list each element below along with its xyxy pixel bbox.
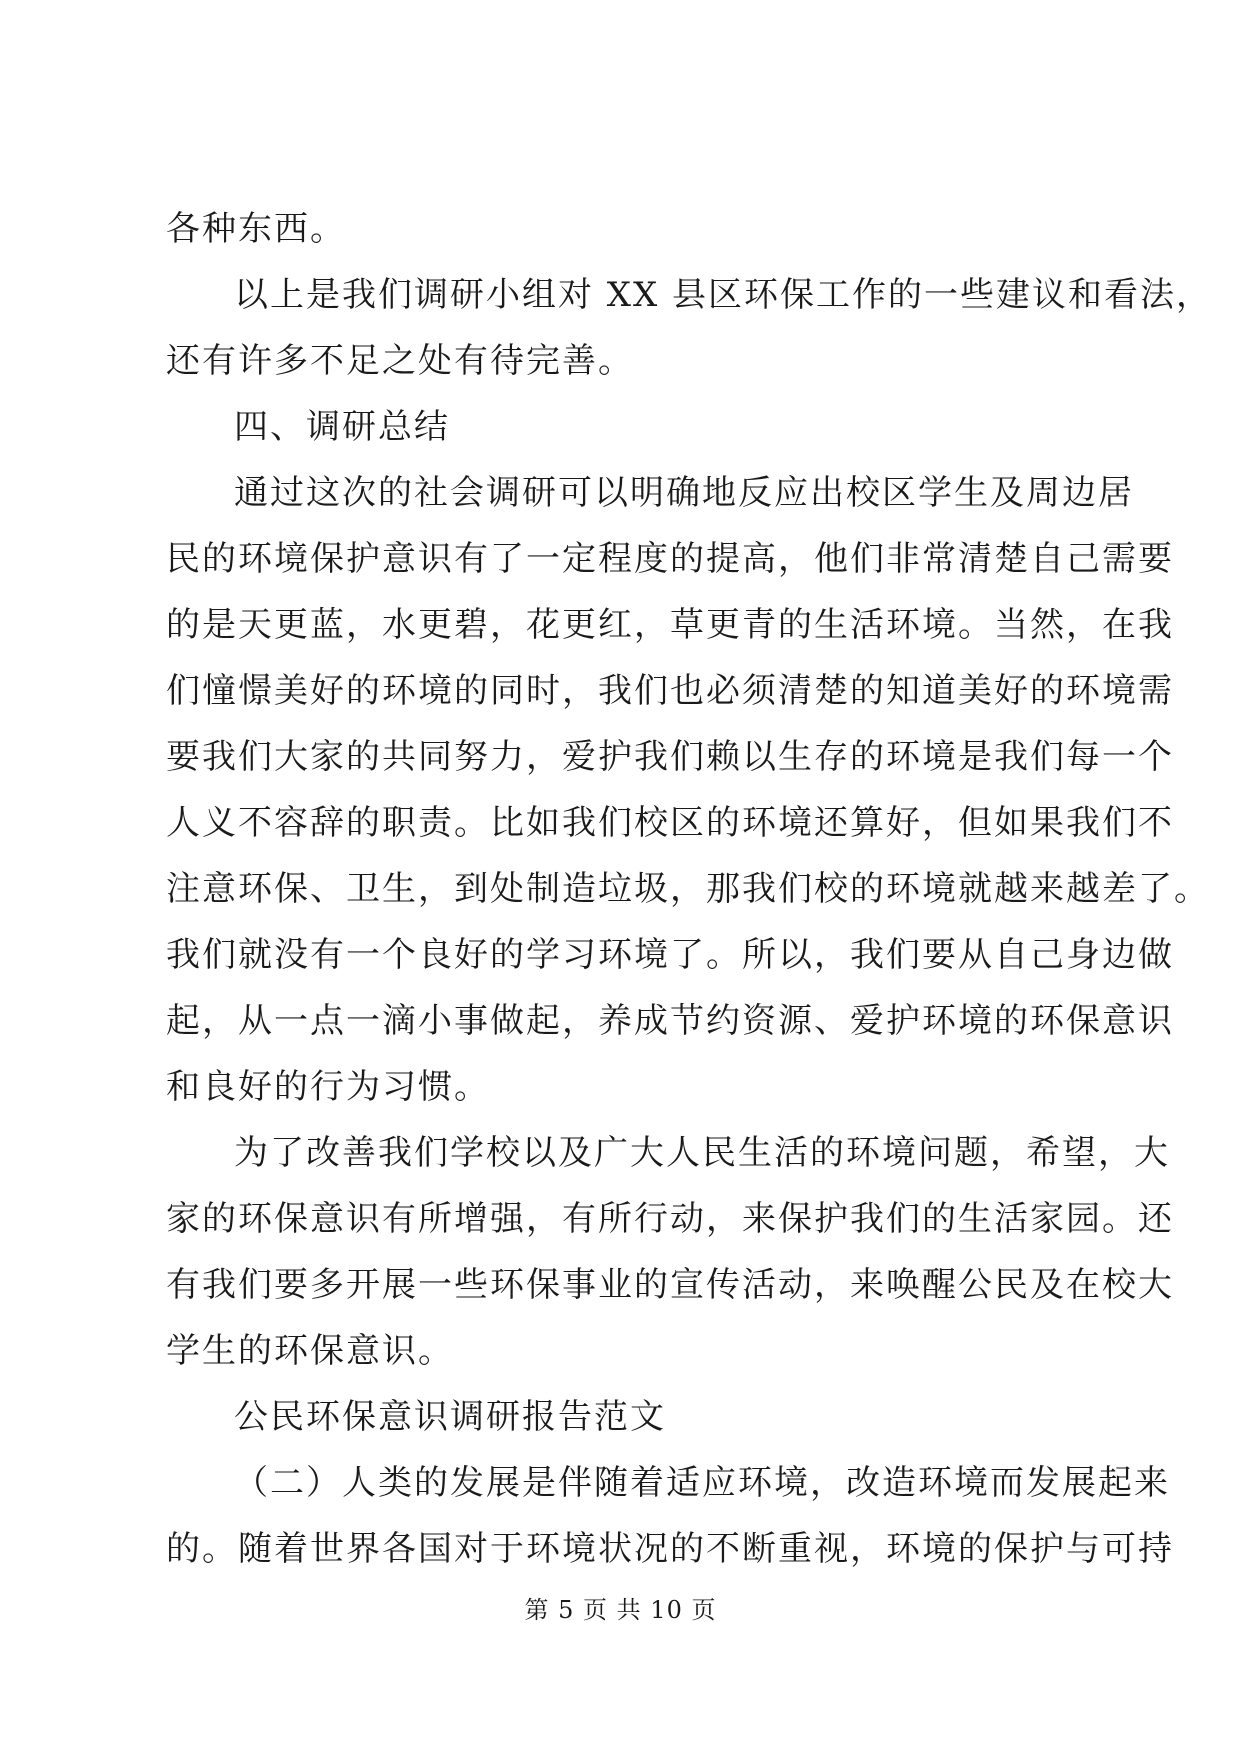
- text-line: 家的环保意识有所增强，有所行动，来保护我们的生活家园。还: [166, 1199, 1174, 1239]
- text-line: 的。随着世界各国对于环境状况的不断重视，环境的保护与可持: [166, 1529, 1174, 1569]
- page-number-label: 第 5 页 共 10 页: [524, 1596, 717, 1624]
- text-line: 起，从一点一滴小事做起，养成节约资源、爱护环境的环保意识: [166, 1001, 1174, 1041]
- text-line: 注意环保、卫生，到处制造垃圾，那我们校的环境就越来越差了。: [166, 869, 1210, 909]
- text-line: 学生的环保意识。: [166, 1331, 454, 1371]
- text-line: 人义不容辞的职责。比如我们校区的环境还算好，但如果我们不: [166, 803, 1174, 843]
- text-line: 通过这次的社会调研可以明确地反应出校区学生及周边居: [234, 473, 1134, 513]
- text-line: 的是天更蓝，水更碧，花更红，草更青的生活环境。当然，在我: [166, 605, 1174, 645]
- text-line: 民的环境保护意识有了一定程度的提高，他们非常清楚自己需要: [166, 539, 1174, 579]
- text-line: 有我们要多开展一些环保事业的宣传活动，来唤醒公民及在校大: [166, 1265, 1174, 1305]
- text-line: 和良好的行为习惯。: [166, 1067, 490, 1107]
- text-line: 还有许多不足之处有待完善。: [166, 341, 634, 381]
- text-line: （二）人类的发展是伴随着适应环境，改造环境而发展起来: [234, 1463, 1170, 1503]
- text-line: 为了改善我们学校以及广大人民生活的环境问题，希望，大: [234, 1133, 1170, 1173]
- text-line: 要我们大家的共同努力，爱护我们赖以生存的环境是我们每一个: [166, 737, 1174, 777]
- text-line: 我们就没有一个良好的学习环境了。所以，我们要从自己身边做: [166, 935, 1174, 975]
- text-line: 们憧憬美好的环境的同时，我们也必须清楚的知道美好的环境需: [166, 671, 1174, 711]
- text-line: 公民环保意识调研报告范文: [234, 1397, 666, 1437]
- text-line: 四、调研总结: [234, 407, 450, 447]
- text-line: 以上是我们调研小组对 XX 县区环保工作的一些建议和看法，: [234, 275, 1213, 315]
- document-body: [166, 196, 1213, 1582]
- text-line: 各种东西。: [166, 209, 346, 249]
- page-footer: [0, 1590, 1241, 1625]
